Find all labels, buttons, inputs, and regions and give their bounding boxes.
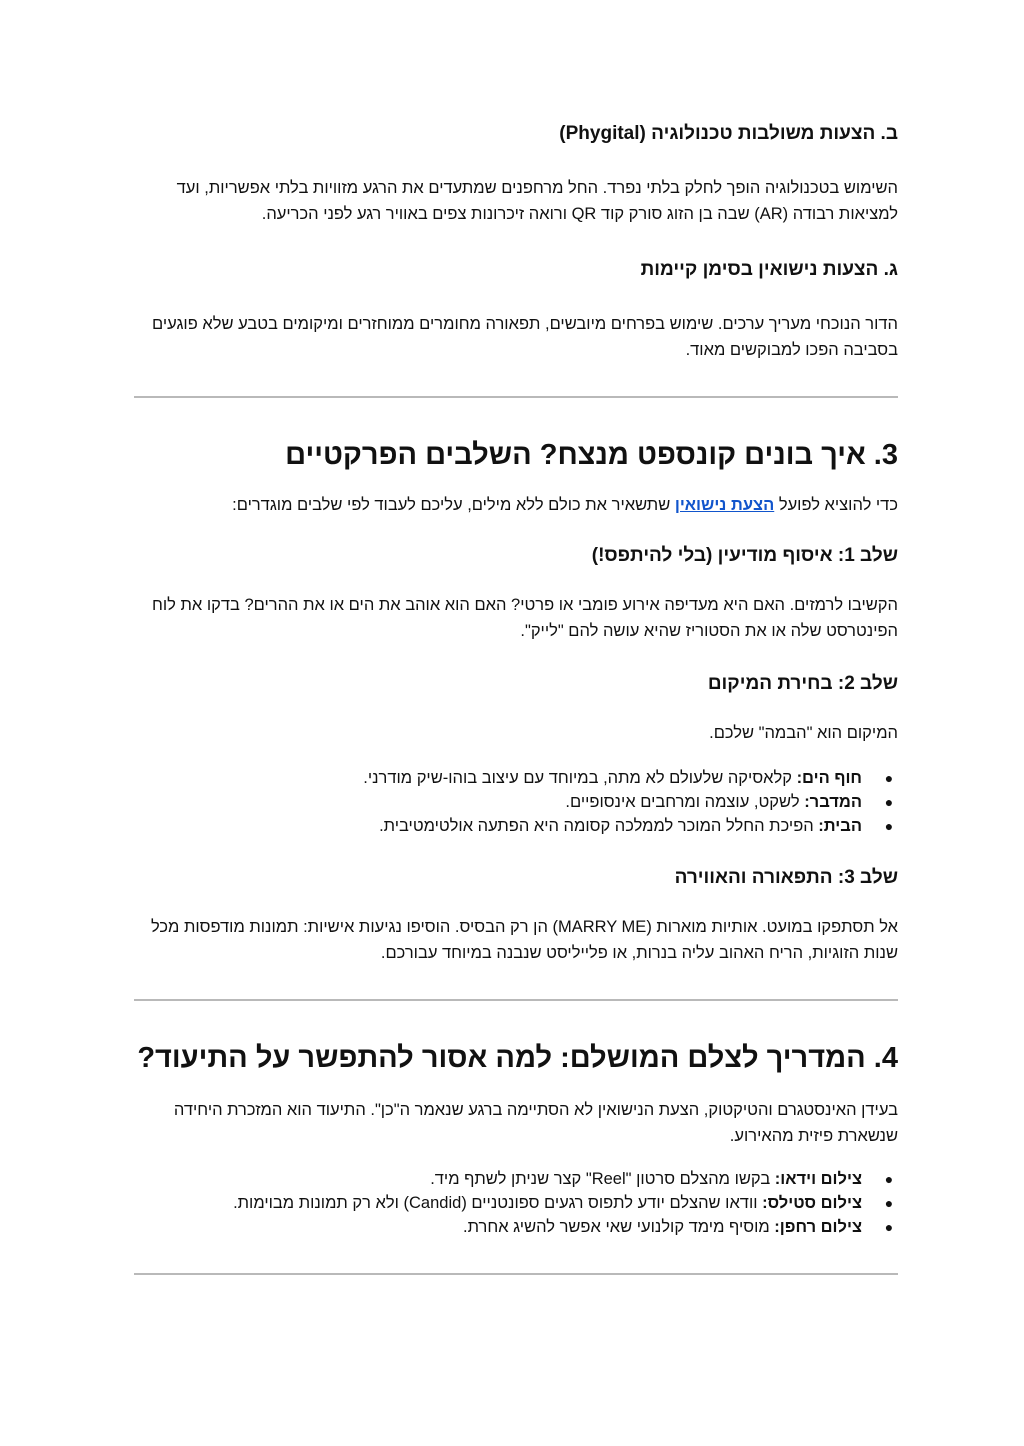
step-3-paragraph: אל תסתפקו במועט. אותיות מוארות (MARRY ME) הן רק הבסיס. הוסיפו נגיעות אישיות: תמונות מודפסות מכל שנות הזוגיות, הריח האהוב עליה בנרות, או פלייליסט שנבנה במיוחד עבורכם.	[150, 918, 898, 962]
intro-text-after: שתשאיר את כולם ללא מילים, עליכם לעבוד לפי שלבים מוגדרים:	[232, 496, 675, 514]
list-item-label: צילום וידאו:	[774, 1170, 862, 1188]
list-item	[126, 1167, 894, 1191]
list-item-text: בקשו מהצלם סרטון "Reel" קצר שניתן לשתף מיד.	[430, 1170, 775, 1188]
section-3-intro	[126, 492, 898, 518]
list-item-label: הבית:	[818, 817, 862, 835]
section-3-title: 3. איך בונים קונספט מנצח? השלבים הפרקטיים	[285, 439, 898, 471]
photography-list	[126, 1167, 898, 1239]
step-3-heading: שלב 3: התפאורה והאווירה	[674, 867, 898, 888]
section-g-paragraph: הדור הנוכחי מעריך ערכים. שימוש בפרחים מיובשים, תפאורה מחומרים ממוחזרים ומיקומים בטבע שלא פוגעים בסביבה הפכו למבוקשים מאוד.	[152, 315, 898, 359]
step-2-location-list	[126, 766, 898, 838]
list-item-text: קלאסיקה שלעולם לא מתה, במיוחד עם עיצוב בוהו-שיק מודרני.	[363, 769, 797, 787]
proposal-link[interactable]: הצעת נישואין	[674, 496, 775, 514]
list-item-label: חוף הים:	[796, 769, 862, 787]
bullet-icon: ●	[884, 818, 894, 834]
list-item-text: לשקט, עוצמה ומרחבים אינסופיים.	[565, 793, 805, 811]
list-item	[126, 790, 894, 814]
section-4-paragraph: בעידן האינסטגרם והטיקטוק, הצעת הנישואין לא הסתיימה ברגע שנאמר ה"כן". התיעוד הוא המזכרת היחידה שנשארת פיזית מהאירוע.	[173, 1101, 898, 1145]
list-item	[126, 814, 894, 838]
section-4-title: 4. המדריך לצלם המושלם: למה אסור להתפשר על התיעוד?	[137, 1042, 898, 1074]
section-g-heading: ג. הצעות נישואין בסימן קיימות	[640, 259, 898, 280]
step-1-paragraph: הקשיבו לרמזים. האם היא מעדיפה אירוע פומבי או פרטי? האם הוא אוהב את הים או את ההרים? בדקו את לוח הפינטרסט שלה או את הסטוריז שהיא עושה להם "לייק".	[152, 596, 898, 640]
list-item-text: הפיכת החלל המוכר לממלכה קסומה היא הפתעה אולטימטיבית.	[379, 817, 819, 835]
divider-3	[134, 1273, 898, 1275]
list-item-text: מוסיף מימד קולנועי שאי אפשר להשיג אחרת.	[463, 1218, 775, 1236]
document-content	[126, 120, 898, 1275]
bullet-icon: ●	[884, 770, 894, 786]
step-2-heading: שלב 2: בחירת המיקום	[707, 673, 898, 694]
bullet-icon: ●	[884, 1171, 894, 1187]
bullet-icon: ●	[884, 1195, 894, 1211]
list-item-label: צילום רחפן:	[774, 1218, 862, 1236]
list-item	[126, 1215, 894, 1239]
section-b-heading: ב. הצעות משולבות טכנולוגיה (Phygital)	[559, 123, 898, 144]
list-item	[126, 766, 894, 790]
list-item-label: המדבר:	[804, 793, 862, 811]
list-item-text: וודאו שהצלם יודע לתפוס רגעים ספונטניים (Candid) ולא רק תמונות מבוימות.	[233, 1194, 763, 1212]
step-2-paragraph: המיקום הוא "הבמה" שלכם.	[709, 724, 898, 742]
list-item-label: צילום סטילס:	[762, 1194, 862, 1212]
bullet-icon: ●	[884, 794, 894, 810]
intro-text-before: כדי להוציא לפועל	[774, 496, 898, 514]
section-b-paragraph: השימוש בטכנולוגיה הופך לחלק בלתי נפרד. החל מרחפנים שמתעדים את הרגע מזוויות בלתי אפשריות, ועד למציאות רבודה (AR) שבה בן הזוג סורק קוד QR ורואה זיכרונות צפים באוויר רגע לפני הכריעה.	[176, 179, 898, 223]
bullet-icon: ●	[884, 1219, 894, 1235]
list-item	[126, 1191, 894, 1215]
step-1-heading: שלב 1: איסוף מודיעין (בלי להיתפס!)	[591, 545, 898, 566]
